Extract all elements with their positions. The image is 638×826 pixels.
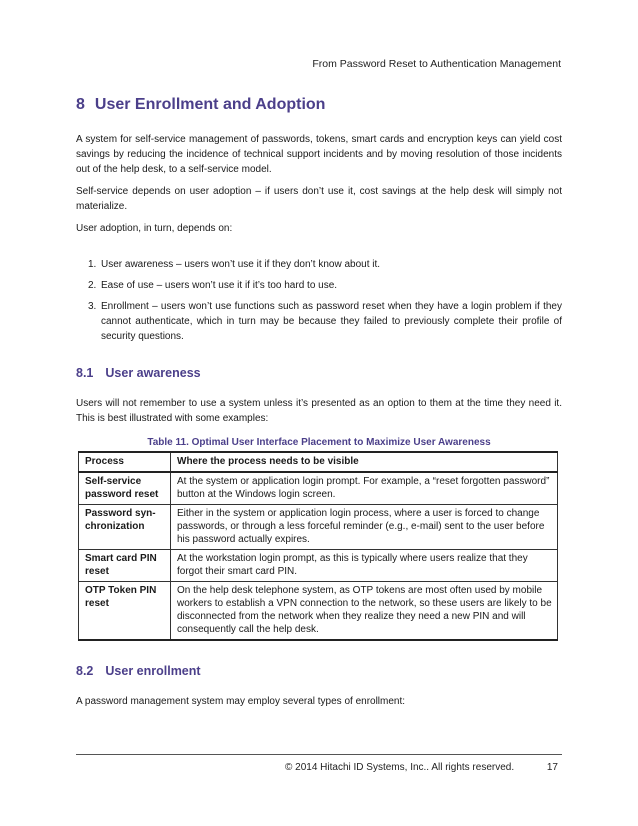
section-8-2-number: 8.2 [76, 664, 94, 678]
table-row [79, 550, 558, 582]
table-row [79, 582, 558, 641]
table-header-process: Process [79, 452, 171, 472]
table-header-where: Where the process needs to be visible [171, 452, 558, 472]
table-cell-where: On the help desk telephone system, as OTP tokens are most often used by mobile workers to establish a VPN connection to the network, so these users are likely to be disconnected from the network when they realize they need a new PIN and will consequently call the help desk. [171, 582, 558, 641]
section-8-1-number: 8.1 [76, 366, 94, 380]
section-8-1-heading [76, 366, 201, 380]
footer-copyright: © 2014 Hitachi ID Systems, Inc.. All rights reserved. [285, 762, 515, 773]
section-8-2-paragraph: A password management system may employ several types of enrollment: [76, 696, 406, 707]
list-number: 3. [88, 301, 97, 312]
section-8-1-title: User awareness [105, 366, 201, 380]
section-8-title: User Enrollment and Adoption [94, 96, 326, 113]
list-item [88, 257, 562, 272]
awareness-table [78, 451, 558, 641]
list-text: Enrollment – users won’t use functions such as password reset when they have a login problem if they cannot authenticate, which in turn may be because they failed to previously complete their profile of security questions. [101, 301, 562, 342]
table-cell-where: At the workstation login prompt, as this is typically where users realize that they forgot their smart card PIN. [171, 550, 558, 582]
section-8-2-heading [76, 664, 201, 678]
table-cell-process: OTP Token PIN reset [79, 582, 171, 641]
section-8-paragraph-3: User adoption, in turn, depends on: [76, 223, 233, 234]
running-header: From Password Reset to Authentication Management [312, 58, 561, 70]
section-8-paragraph-2: Self-service depends on user adoption – if users don’t use it, cost savings at the help desk will simply not materialize. [76, 186, 562, 212]
list-item [88, 299, 562, 344]
table-row [79, 505, 558, 550]
list-text: User awareness – users won’t use it if they don’t know about it. [101, 259, 381, 270]
list-number: 2. [88, 280, 97, 291]
table-cell-process: Smart card PIN reset [79, 550, 171, 582]
section-8-2-title: User enrollment [105, 664, 201, 678]
page-number: 17 [546, 762, 558, 773]
table-cell-where: Either in the system or application login process, where a user is forced to change passwords, or through a less forceful reminder (e.g., e-mail) sent to the user before his password actually expires. [171, 505, 558, 550]
list-text: Ease of use – users won’t use it if it’s too hard to use. [101, 280, 338, 291]
footer-divider [76, 754, 562, 755]
table-cell-process: Password syn-chronization [79, 505, 171, 550]
table-row [79, 472, 558, 505]
list-number: 1. [88, 259, 97, 270]
table-caption: Table 11. Optimal User Interface Placement to Maximize User Awareness [147, 437, 491, 448]
table-cell-process: Self-service password reset [79, 472, 171, 505]
table-cell-where: At the system or application login prompt. For example, a “reset forgotten password” button at the Windows login screen. [171, 472, 558, 505]
list-item [88, 278, 562, 293]
section-8-1-paragraph: Users will not remember to use a system unless it’s presented as an option to them at the time they need it. This is best illustrated with some examples: [76, 398, 562, 424]
section-8-heading [76, 96, 325, 114]
section-8-paragraph-1: A system for self-service management of passwords, tokens, smart cards and encryption keys can yield cost savings by reducing the incidence of technical support incidents and by moving resolution of those incidents out of the help desk, to a self-service model. [76, 134, 562, 175]
section-8-number: 8 [76, 96, 85, 113]
table-header-row [79, 452, 558, 472]
